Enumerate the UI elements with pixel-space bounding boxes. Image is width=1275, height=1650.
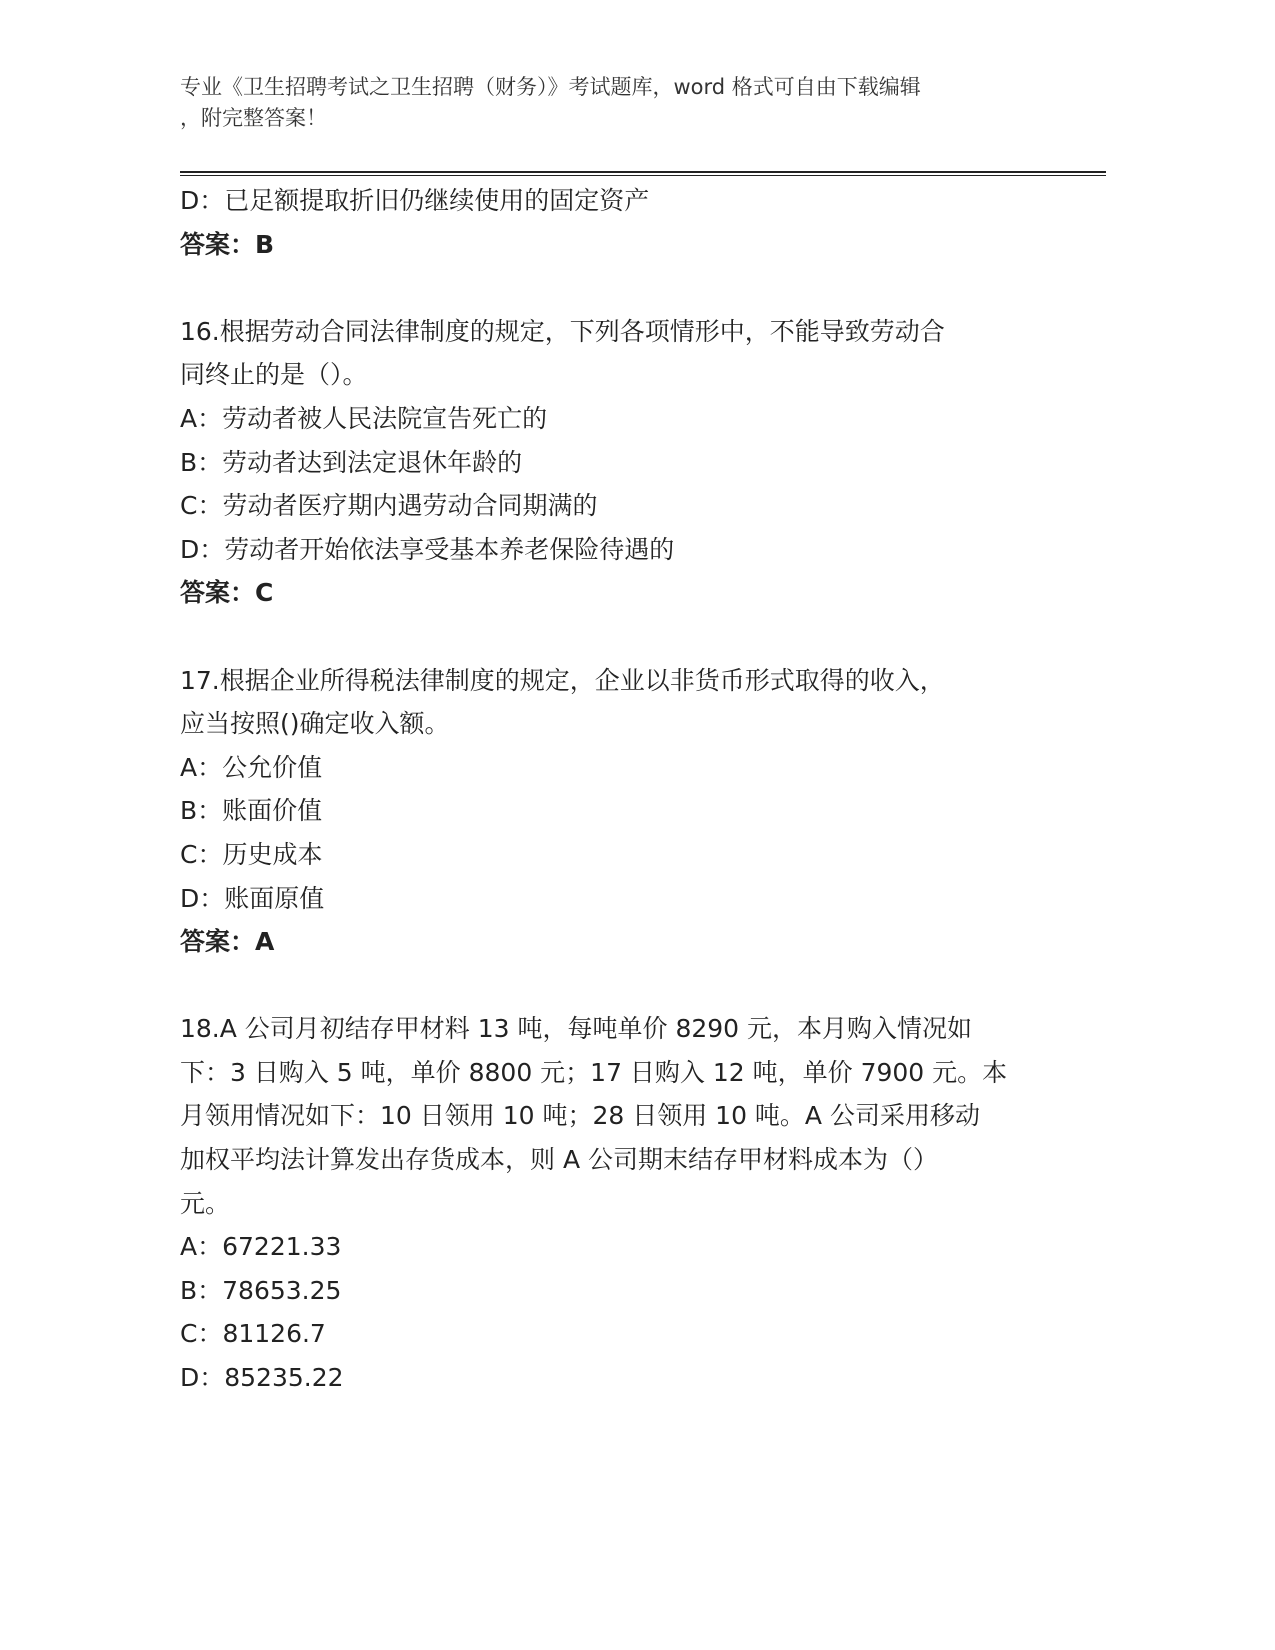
option-c: C：历史成本 bbox=[180, 839, 323, 869]
question-text: 元。 bbox=[180, 1188, 231, 1218]
option-d: D：劳动者开始依法享受基本养老保险待遇的 bbox=[180, 534, 675, 564]
answer: 答案：A bbox=[180, 927, 275, 957]
question-text: 同终止的是（）。 bbox=[180, 360, 368, 390]
header-rule bbox=[180, 171, 1106, 173]
option-a: A：公允价值 bbox=[180, 752, 323, 782]
header-line: ，附完整答案！ bbox=[180, 106, 327, 130]
option-d: D：85235.22 bbox=[180, 1363, 344, 1393]
question-text: 月领用情况如下：10 日领用 10 吨；28 日领用 10 吨。A 公司采用移动 bbox=[180, 1101, 980, 1131]
option-d: D：账面原值 bbox=[180, 883, 325, 913]
answer: 答案：B bbox=[180, 229, 275, 259]
option-a: A：67221.33 bbox=[180, 1232, 342, 1262]
question-text: 18.A 公司月初结存甲材料 13 吨，每吨单价 8290 元，本月购入情况如 bbox=[180, 1014, 973, 1044]
question-18 bbox=[180, 1007, 1080, 1399]
question-text: 17.根据企业所得税法律制度的规定，企业以非货币形式取得的收入， bbox=[180, 665, 945, 695]
question-text: 应当按照()确定收入额。 bbox=[180, 709, 450, 739]
question-text: 下：3 日购入 5 吨，单价 8800 元；17 日购入 12 吨，单价 7900 元。本 bbox=[180, 1057, 1008, 1087]
question-17 bbox=[180, 659, 1080, 964]
question-text: 加权平均法计算发出存货成本，则 A 公司期末结存甲材料成本为（） bbox=[180, 1145, 938, 1175]
option-a: A：劳动者被人民法院宣告死亡的 bbox=[180, 403, 548, 433]
option-b: B：账面价值 bbox=[180, 796, 323, 826]
question-16 bbox=[180, 310, 1080, 615]
question-text: 16.根据劳动合同法律制度的规定，下列各项情形中，不能导致劳动合 bbox=[180, 316, 945, 346]
option-c: C：劳动者医疗期内遇劳动合同期满的 bbox=[180, 491, 598, 521]
header-line: 专业《卫生招聘考试之卫生招聘（财务）》考试题库，word 格式可自由下载编辑 bbox=[180, 75, 921, 99]
answer: 答案：C bbox=[180, 578, 274, 608]
option-b: B：劳动者达到法定退休年龄的 bbox=[180, 447, 523, 477]
document-header bbox=[180, 72, 921, 134]
option-b: B：78653.25 bbox=[180, 1275, 342, 1305]
option-d: D：已足额提取折旧仍继续使用的固定资产 bbox=[180, 186, 650, 215]
option-c: C：81126.7 bbox=[180, 1319, 326, 1349]
document-body bbox=[180, 179, 1080, 1400]
header-rule bbox=[180, 175, 1106, 176]
